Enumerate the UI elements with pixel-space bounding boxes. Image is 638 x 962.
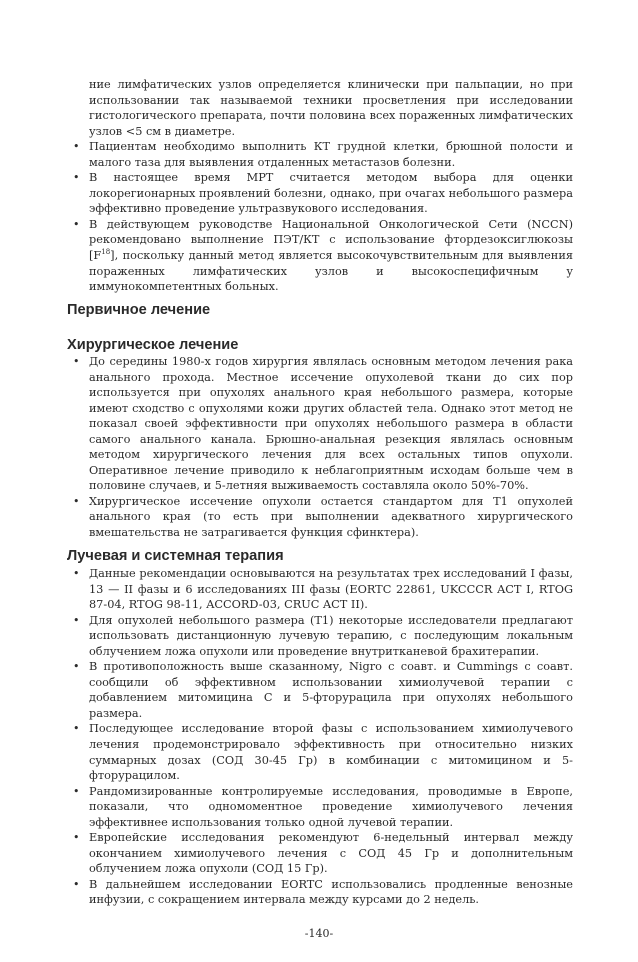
list-item: [73, 830, 573, 877]
intro-continuation: ние лимфатических узлов определяется клинически при пальпации, но при использовании так называемой техники просветления при исследовании гистологического препарата, почти половина всех пораженных лимфатических узлов <5 см в диаметре.: [89, 78, 573, 138]
list-item: [73, 613, 573, 660]
list-item-text-after: ], поскольку данный метод является высокочувствительным для выявления пораженных лимфатических узлов и высокоспецифичным у иммунокомпетентных больных.: [89, 249, 573, 294]
page-number: -140-: [304, 927, 334, 940]
radiation-bullet-list: [73, 566, 573, 908]
bullet-glyph: •: [73, 355, 80, 368]
list-item: [73, 494, 573, 541]
list-item: [73, 721, 573, 783]
list-item: [73, 217, 573, 295]
list-item: [73, 170, 573, 217]
bullet-glyph: •: [73, 140, 80, 154]
section-heading-primary: Первичное лечение: [67, 302, 211, 318]
list-item-text-before: В действующем руководстве Национальной Онкологической Сети (NCCN) рекомендовано выполнение ПЭТ/КТ с использование фтордезоксиглюкозы [F: [89, 217, 573, 263]
bullet-glyph: •: [73, 784, 80, 798]
bullet-glyph: •: [73, 660, 80, 674]
radiation-block: [73, 566, 573, 908]
list-item-text: Последующее исследование второй фазы с использованием химиолучевого лечения продемонстрировало эффективность при относительно низких суммарных дозах (СОД 30-45 Гр) в комбинации с митомицином и 5-фторурацилом.: [89, 722, 573, 783]
bullet-glyph: •: [73, 613, 80, 627]
list-item-text: В настоящее время МРТ считается методом выбора для оценки локорегионарных проявлений болезни, однако, при очагах небольшого размера эффективно проведение ультразвукового исследования.: [89, 171, 573, 216]
bullet-glyph: •: [73, 831, 80, 845]
list-item: [73, 659, 573, 721]
list-item: [73, 877, 573, 908]
intro-bullet-list: [73, 139, 573, 294]
list-item-text: До середины 1980-х годов хирургия являлась основным методом лечения рака анального прохода. Местное иссечение опухолевой ткани до сих пор используется при опухолях анального края небольшого размера, которые имеют сходство с опухолями кожи других областей тела. Однако этот метод не показал своей эффективности при опухолях небольшого размера в области самого анального канала. Брюшно-анальная резекция являлась основным методом хирургического лечения для всех остальных типов опухоли. Оперативное лечение приводило к неблагоприятным исходам больше чем в половине случаев, и 5-летняя выживаемость составляла около 50%-70%.: [89, 355, 573, 493]
list-item-text: Пациентам необходимо выполнить КТ грудной клетки, брюшной полости и малого таза для выявления отдаленных метастазов болезни.: [89, 140, 573, 169]
surgical-bullet-list: [73, 354, 573, 541]
bullet-glyph: •: [73, 494, 80, 508]
bullet-glyph: •: [73, 171, 80, 185]
list-item-text: Рандомизированные контролируемые исследования, проводимые в Европе, показали, что одномоментное проведение химиолучевого лечения эффективнее использования только одной лучевой терапии.: [89, 784, 573, 829]
superscript: 18: [101, 248, 111, 257]
list-item-text: В противоположность выше сказанному, Nigro с соавт. и Cummings с соавт. сообщили об эффективном использовании химиолучевой терапии с добавлением митомицина С и 5-фторурацила при опухолях небольшого размера.: [89, 660, 573, 720]
section-heading-surgical: Хирургическое лечение: [67, 337, 239, 353]
bullet-glyph: •: [73, 217, 80, 231]
list-item-text: Для опухолей небольшого размера (Т1) некоторые исследователи предлагают использовать дистанционную лучевую терапию, с последующим локальным облучением ложа опухоли или проведение внутритканевой брахитерапии.: [89, 613, 573, 658]
intro-block: [73, 77, 573, 295]
section-heading-radiation: Лучевая и системная терапия: [67, 548, 284, 564]
surgical-block: [73, 354, 573, 541]
list-item-text: В дальнейшем исследовании EORTC использовались продленные венозные инфузии, с сокращением интервала между курсами до 2 недель.: [89, 877, 573, 907]
list-item: [73, 784, 573, 831]
list-item: [73, 566, 573, 613]
list-item: [73, 354, 573, 494]
list-item-text: Данные рекомендации основываются на результатах трех исследований I фазы, 13 — II фазы и 6 исследованиях III фазы (EORTC 22861, UKCCCR ACT I, RTOG 87-04, RTOG 98-11, ACCORD-03, CRUC ACT II).: [89, 567, 573, 612]
bullet-glyph: •: [73, 722, 80, 736]
bullet-glyph: •: [73, 567, 80, 580]
bullet-glyph: •: [73, 877, 80, 891]
list-item-text: Европейские исследования рекомендуют 6-недельный интервал между окончанием химиолучевого лечения с СОД 45 Гр и дополнительным облучением ложа опухоли (СОД 15 Гр).: [89, 831, 573, 876]
list-item-text: Хирургическое иссечение опухоли остается стандартом для Т1 опухолей анального края (то есть при выполнении адекватного хирургического вмешательства не затрагивается функция сфинктера).: [89, 494, 573, 540]
list-item: [73, 139, 573, 170]
